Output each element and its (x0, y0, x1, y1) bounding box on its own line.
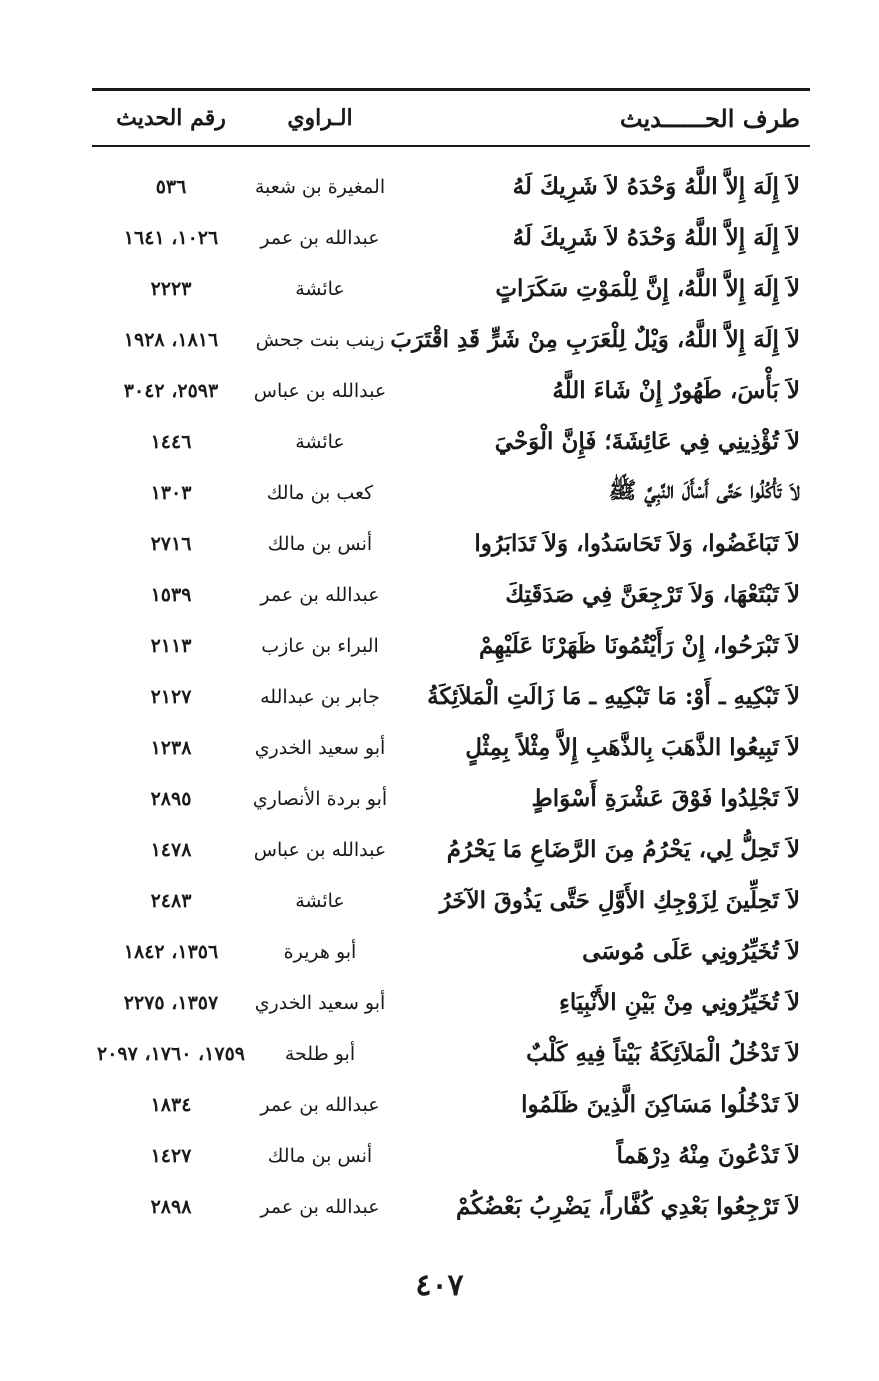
table-row (92, 926, 810, 977)
narrator-name: المغيرة بن شعبة (254, 175, 386, 198)
hadith-number: ١٧٥٩، ١٧٦٠، ٢٠٩٧ (97, 1042, 245, 1065)
hadith-number: ١٨٣٤ (150, 1093, 192, 1116)
hadith-text: لاَ تَدْعُونَ مِنْهُ دِرْهَماً (616, 1142, 800, 1169)
table-row (92, 467, 810, 518)
hadith-number: ٢٢٢٣ (150, 277, 192, 300)
table-row (92, 977, 810, 1028)
table-row (92, 1028, 810, 1079)
narrator-name: عائشة (295, 889, 345, 912)
narrator-name: كعب بن مالك (266, 481, 374, 504)
hadith-number: ٢٨٩٥ (150, 787, 192, 810)
header-narrator-cell (250, 105, 390, 131)
narrator-name: عائشة (295, 430, 345, 453)
narrator-name: جابر بن عبدالله (260, 685, 380, 708)
hadith-text: لاَ تَحِلُّ لِي، يَحْرُمُ مِنَ الرَّضَاعِ مَا يَحْرُمُ (446, 836, 800, 863)
hadith-text: لاَ تُؤْذِينِي فِي عَائِشَةَ؛ فَإِنَّ الْوَحْيَ (494, 428, 800, 455)
hadith-text: لاَ تَحِلِّينَ لِزَوْجِكِ الأَوَّلِ حَتَّى يَذُوقَ الآخَرُ (439, 887, 800, 914)
hadith-number: ١٤٧٨ (150, 838, 192, 861)
hadith-number: ١٥٣٩ (150, 583, 192, 606)
hadith-number: ١٣٥٦، ١٨٤٢ (123, 940, 219, 963)
narrator-name: أنس بن مالك (267, 1144, 373, 1167)
table-row (92, 212, 810, 263)
table-row (92, 1079, 810, 1130)
narrator-name: أبو طلحة (284, 1042, 356, 1065)
hadith-number: ١٣٥٧، ٢٢٧٥ (123, 991, 219, 1014)
hadith-number: ٢٨٩٨ (150, 1195, 192, 1218)
hadith-number: ١٣٠٣ (150, 481, 192, 504)
table-row (92, 314, 810, 365)
narrator-name: زينب بنت جحش (255, 328, 385, 351)
table-row (92, 416, 810, 467)
index-table (92, 88, 810, 1232)
table-row (92, 773, 810, 824)
narrator-name: أبو سعيد الخدري (254, 991, 386, 1014)
hadith-text: لاَ تَدْخُلُوا مَسَاكِنَ الَّذِينَ ظَلَمُوا (521, 1091, 800, 1118)
table-row (92, 518, 810, 569)
header-hadith-cell (390, 104, 810, 133)
hadith-text: لاَ إِلَهَ إِلاَّ اللَّهُ وَحْدَهُ لاَ شَرِيكَ لَهُ (512, 224, 800, 251)
narrator-name: عبدالله بن عباس (253, 379, 387, 402)
narrator-name: أبو سعيد الخدري (254, 736, 386, 759)
hadith-number: ٢١٢٧ (150, 685, 192, 708)
narrator-name: عبدالله بن عمر (260, 1093, 380, 1116)
page-number: ٤٠٧ (415, 1268, 464, 1303)
header-number-cell (92, 105, 250, 131)
hadith-number: ٢٧١٦ (150, 532, 192, 555)
hadith-text: لاَ تَجْلِدُوا فَوْقَ عَشْرَةِ أَسْوَاطٍ (531, 785, 800, 812)
table-body (92, 161, 810, 1232)
header-rule (92, 145, 810, 147)
table-row (92, 365, 810, 416)
narrator-name: أبو بردة الأنصاري (252, 787, 388, 810)
hadith-number: ٥٣٦ (155, 175, 187, 198)
hadith-text: لاَ تَدْخُلُ الْمَلاَئِكَةُ بَيْتاً فِيهِ كَلْبٌ (526, 1040, 800, 1067)
narrator-name: عائشة (295, 277, 345, 300)
hadith-text: لاَ تَبَاغَضُوا، وَلاَ تَحَاسَدُوا، وَلاَ تَدَابَرُوا (474, 530, 800, 557)
narrator-name: عبدالله بن عمر (260, 1195, 380, 1218)
hadith-text: لاَ تَرْجِعُوا بَعْدِي كُفَّاراً، يَضْرِبُ بَعْضُكُمْ (455, 1193, 800, 1220)
header-number-label: رقم الحديث (116, 105, 226, 131)
header-hadith-label: طرف الحــــــديث (619, 103, 800, 133)
table-row (92, 263, 810, 314)
narrator-name: البراء بن عازب (261, 634, 379, 657)
narrator-name: أبو هريرة (283, 940, 357, 963)
narrator-name: عبدالله بن عمر (260, 583, 380, 606)
hadith-text: لاَ تُخَيِّرُونِي مِنْ بَيْنِ الأَنْبِيَاءِ (559, 989, 800, 1016)
hadith-text: لاَ بَأْسَ، طَهُورٌ إِنْ شَاءَ اللَّهُ (552, 377, 800, 404)
header-narrator-label: الـراوي (287, 105, 353, 131)
hadith-text: لاَ إِلَهَ إِلاَّ اللَّهُ، إِنَّ لِلْمَوْتِ سَكَرَاتٍ (495, 275, 800, 302)
narrator-name: عبدالله بن عباس (253, 838, 387, 861)
hadith-number: ٢٥٩٣، ٣٠٤٢ (123, 379, 219, 402)
table-row (92, 671, 810, 722)
table-row (92, 569, 810, 620)
hadith-number: ٢١١٣ (150, 634, 192, 657)
hadith-number: ١٤٢٧ (150, 1144, 192, 1167)
narrator-name: عبدالله بن عمر (260, 226, 380, 249)
hadith-text: لاَ تَبْتَعْهَا، وَلاَ تَرْجِعَنَّ فِي صَدَقَتِكَ (505, 581, 800, 608)
hadith-number: ٢٤٨٣ (150, 889, 192, 912)
table-row (92, 722, 810, 773)
hadith-number: ١٢٣٨ (150, 736, 192, 759)
table-row (92, 824, 810, 875)
narrator-name: أنس بن مالك (267, 532, 373, 555)
table-row (92, 1181, 810, 1232)
table-header (92, 91, 810, 145)
hadith-text: لاَ إِلَهَ إِلاَّ اللَّهُ، وَيْلٌ لِلْعَرَبِ مِنْ شَرٍّ قَدِ اقْتَرَبَ (390, 326, 800, 353)
hadith-text: لاَ إِلَهَ إِلاَّ اللَّهُ وَحْدَهُ لاَ شَرِيكَ لَهُ (512, 173, 800, 200)
hadith-text: لاَ تَبِيعُوا الذَّهَبَ بِالذَّهَبِ إِلاَّ مِثْلاً بِمِثْلٍ (465, 734, 800, 761)
hadith-number: ١٤٤٦ (150, 430, 192, 453)
table-row (92, 620, 810, 671)
hadith-text: لاَ تَبْكِيهِ ـ أَوْ: مَا تَبْكِيهِ ـ مَا زَالَتِ الْمَلاَئِكَةُ (427, 683, 800, 710)
table-row (92, 875, 810, 926)
hadith-text: لاَ تُخَيِّرُونِي عَلَى مُوسَى (582, 938, 800, 965)
table-row (92, 1130, 810, 1181)
hadith-text: لاَ تَبْرَحُوا، إِنْ رَأَيْتُمُونَا ظَهَرْنَا عَلَيْهِمْ (478, 632, 800, 659)
hadith-number: ١٠٢٦، ١٦٤١ (123, 226, 219, 249)
hadith-number: ١٨١٦، ١٩٢٨ (123, 328, 219, 351)
hadith-text: لاَ تَأْكُلُوا حَتَّى أَسْأَلَ النَّبِيَّ ﷺ (608, 476, 800, 504)
table-row (92, 161, 810, 212)
